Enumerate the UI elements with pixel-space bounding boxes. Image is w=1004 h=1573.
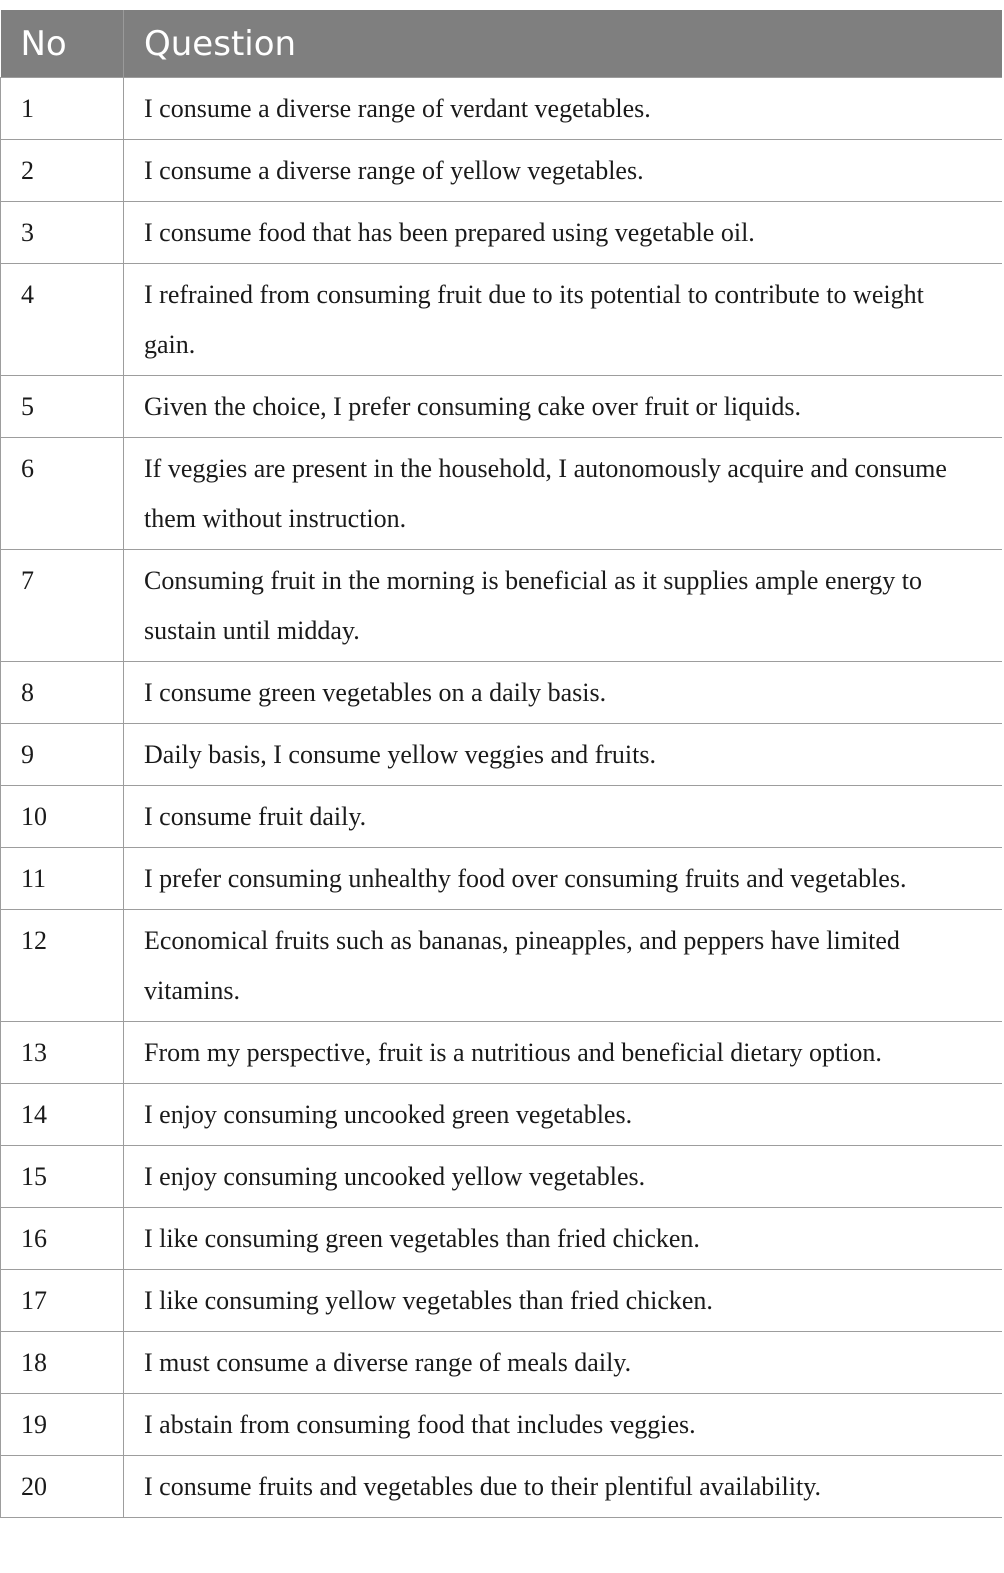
- row-number: 5: [1, 376, 124, 438]
- table-row: [1, 438, 1002, 550]
- table-row: [1, 724, 1002, 786]
- row-number: 15: [1, 1146, 124, 1208]
- table-row: [1, 202, 1002, 264]
- row-number: 2: [1, 140, 124, 202]
- row-number: 17: [1, 1270, 124, 1332]
- row-number: 4: [1, 264, 124, 376]
- row-number: 11: [1, 848, 124, 910]
- row-number: 10: [1, 786, 124, 848]
- row-number: 16: [1, 1208, 124, 1270]
- row-number: 18: [1, 1332, 124, 1394]
- table-row: [1, 1332, 1002, 1394]
- row-question: From my perspective, fruit is a nutritious and beneficial dietary option.: [124, 1022, 1002, 1084]
- table-row: [1, 1084, 1002, 1146]
- row-question: I must consume a diverse range of meals daily.: [124, 1332, 1002, 1394]
- table-row: [1, 78, 1002, 140]
- row-question: I like consuming green vegetables than fried chicken.: [124, 1208, 1002, 1270]
- row-number: 3: [1, 202, 124, 264]
- table-row: [1, 1146, 1002, 1208]
- header-no: No: [1, 10, 124, 78]
- row-question: I consume fruit daily.: [124, 786, 1002, 848]
- row-question: I enjoy consuming uncooked yellow vegetables.: [124, 1146, 1002, 1208]
- row-number: 9: [1, 724, 124, 786]
- table-row: [1, 1208, 1002, 1270]
- table-row: [1, 1270, 1002, 1332]
- row-number: 14: [1, 1084, 124, 1146]
- table-row: [1, 1022, 1002, 1084]
- row-question: I consume a diverse range of yellow vegetables.: [124, 140, 1002, 202]
- table-body: [1, 78, 1002, 1518]
- row-question: I enjoy consuming uncooked green vegetables.: [124, 1084, 1002, 1146]
- table-row: [1, 1394, 1002, 1456]
- table-row: [1, 376, 1002, 438]
- header-row: [1, 10, 1002, 78]
- table-row: [1, 910, 1002, 1022]
- row-number: 20: [1, 1456, 124, 1518]
- row-number: 7: [1, 550, 124, 662]
- row-question: I abstain from consuming food that includes veggies.: [124, 1394, 1002, 1456]
- row-question: I like consuming yellow vegetables than fried chicken.: [124, 1270, 1002, 1332]
- table-row: [1, 786, 1002, 848]
- table-row: [1, 140, 1002, 202]
- row-question: I consume food that has been prepared using vegetable oil.: [124, 202, 1002, 264]
- header-question: Question: [124, 10, 1002, 78]
- questionnaire-table-container: [0, 10, 1001, 1518]
- row-question: Daily basis, I consume yellow veggies and fruits.: [124, 724, 1002, 786]
- table-row: [1, 550, 1002, 662]
- row-question: Economical fruits such as bananas, pineapples, and peppers have limited vitamins.: [124, 910, 1002, 1022]
- row-number: 1: [1, 78, 124, 140]
- row-question: If veggies are present in the household, I autonomously acquire and consume them without instruction.: [124, 438, 1002, 550]
- row-question: I consume green vegetables on a daily basis.: [124, 662, 1002, 724]
- questionnaire-table: [0, 10, 1002, 1518]
- row-question: Given the choice, I prefer consuming cake over fruit or liquids.: [124, 376, 1002, 438]
- row-number: 12: [1, 910, 124, 1022]
- table-row: [1, 848, 1002, 910]
- row-question: I consume a diverse range of verdant vegetables.: [124, 78, 1002, 140]
- row-question: I refrained from consuming fruit due to its potential to contribute to weight gain.: [124, 264, 1002, 376]
- row-question: I consume fruits and vegetables due to their plentiful availability.: [124, 1456, 1002, 1518]
- row-number: 6: [1, 438, 124, 550]
- table-row: [1, 662, 1002, 724]
- row-question: I prefer consuming unhealthy food over consuming fruits and vegetables.: [124, 848, 1002, 910]
- row-number: 13: [1, 1022, 124, 1084]
- table-row: [1, 264, 1002, 376]
- table-row: [1, 1456, 1002, 1518]
- row-question: Consuming fruit in the morning is beneficial as it supplies ample energy to sustain until midday.: [124, 550, 1002, 662]
- row-number: 19: [1, 1394, 124, 1456]
- row-number: 8: [1, 662, 124, 724]
- table-header: [1, 10, 1002, 78]
